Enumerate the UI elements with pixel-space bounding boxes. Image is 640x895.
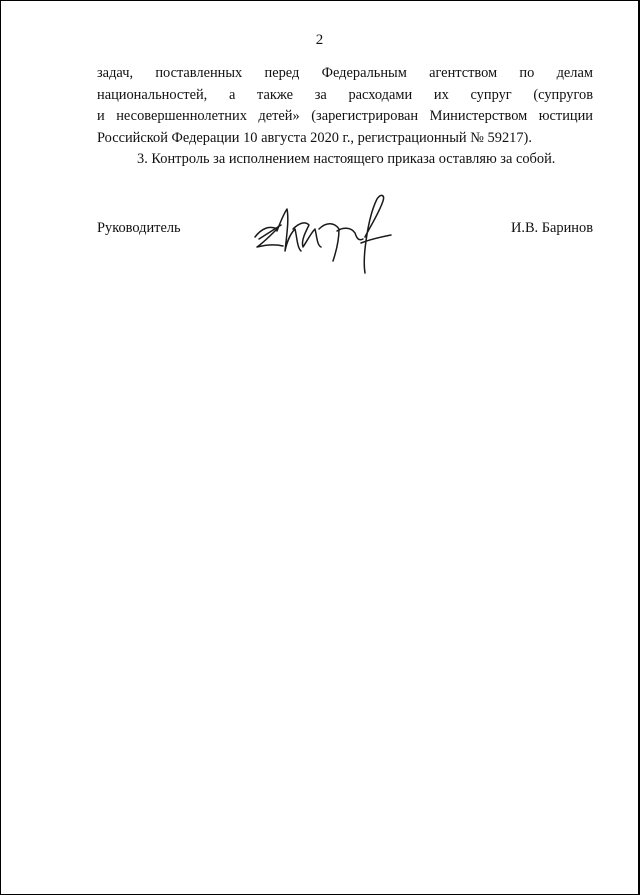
page-number: 2: [315, 32, 324, 48]
word: супруг: [470, 86, 512, 103]
word: задач,: [97, 65, 134, 81]
word: (супругов: [533, 86, 593, 103]
paragraph-continued: [97, 63, 593, 149]
word: также: [257, 86, 294, 103]
word: делам: [556, 65, 593, 81]
signer-position: Руководитель: [97, 220, 181, 236]
document-body: [97, 63, 593, 171]
word: Министерством: [429, 108, 528, 125]
word: их: [433, 86, 449, 103]
text-line: [97, 106, 593, 128]
word: Федеральным: [321, 65, 407, 81]
text-line: [97, 63, 593, 85]
word: за: [314, 86, 327, 103]
word: по: [519, 65, 535, 81]
word: (зарегистрирован: [311, 108, 419, 125]
handwritten-signature: [247, 189, 397, 274]
word: национальностей,: [97, 86, 208, 103]
word: детей»: [258, 108, 300, 125]
document-page: [1, 1, 638, 894]
word: перед: [264, 65, 300, 81]
paragraph-control-clause: 3. Контроль за исполнением настоящего приказа оставляю за собой.: [137, 151, 556, 168]
word: поставленных: [155, 65, 243, 81]
word: агентством: [429, 65, 498, 81]
word: а: [228, 86, 236, 103]
text-line-last: Российской Федерации 10 августа 2020 г., регистрационный № 59217).: [97, 129, 532, 146]
word: расходами: [348, 86, 413, 103]
word: юстиции: [538, 108, 593, 125]
word: и: [97, 108, 105, 125]
signer-name: И.В. Баринов: [510, 220, 593, 236]
text-line: [97, 85, 593, 107]
word: несовершеннолетних: [116, 108, 247, 125]
